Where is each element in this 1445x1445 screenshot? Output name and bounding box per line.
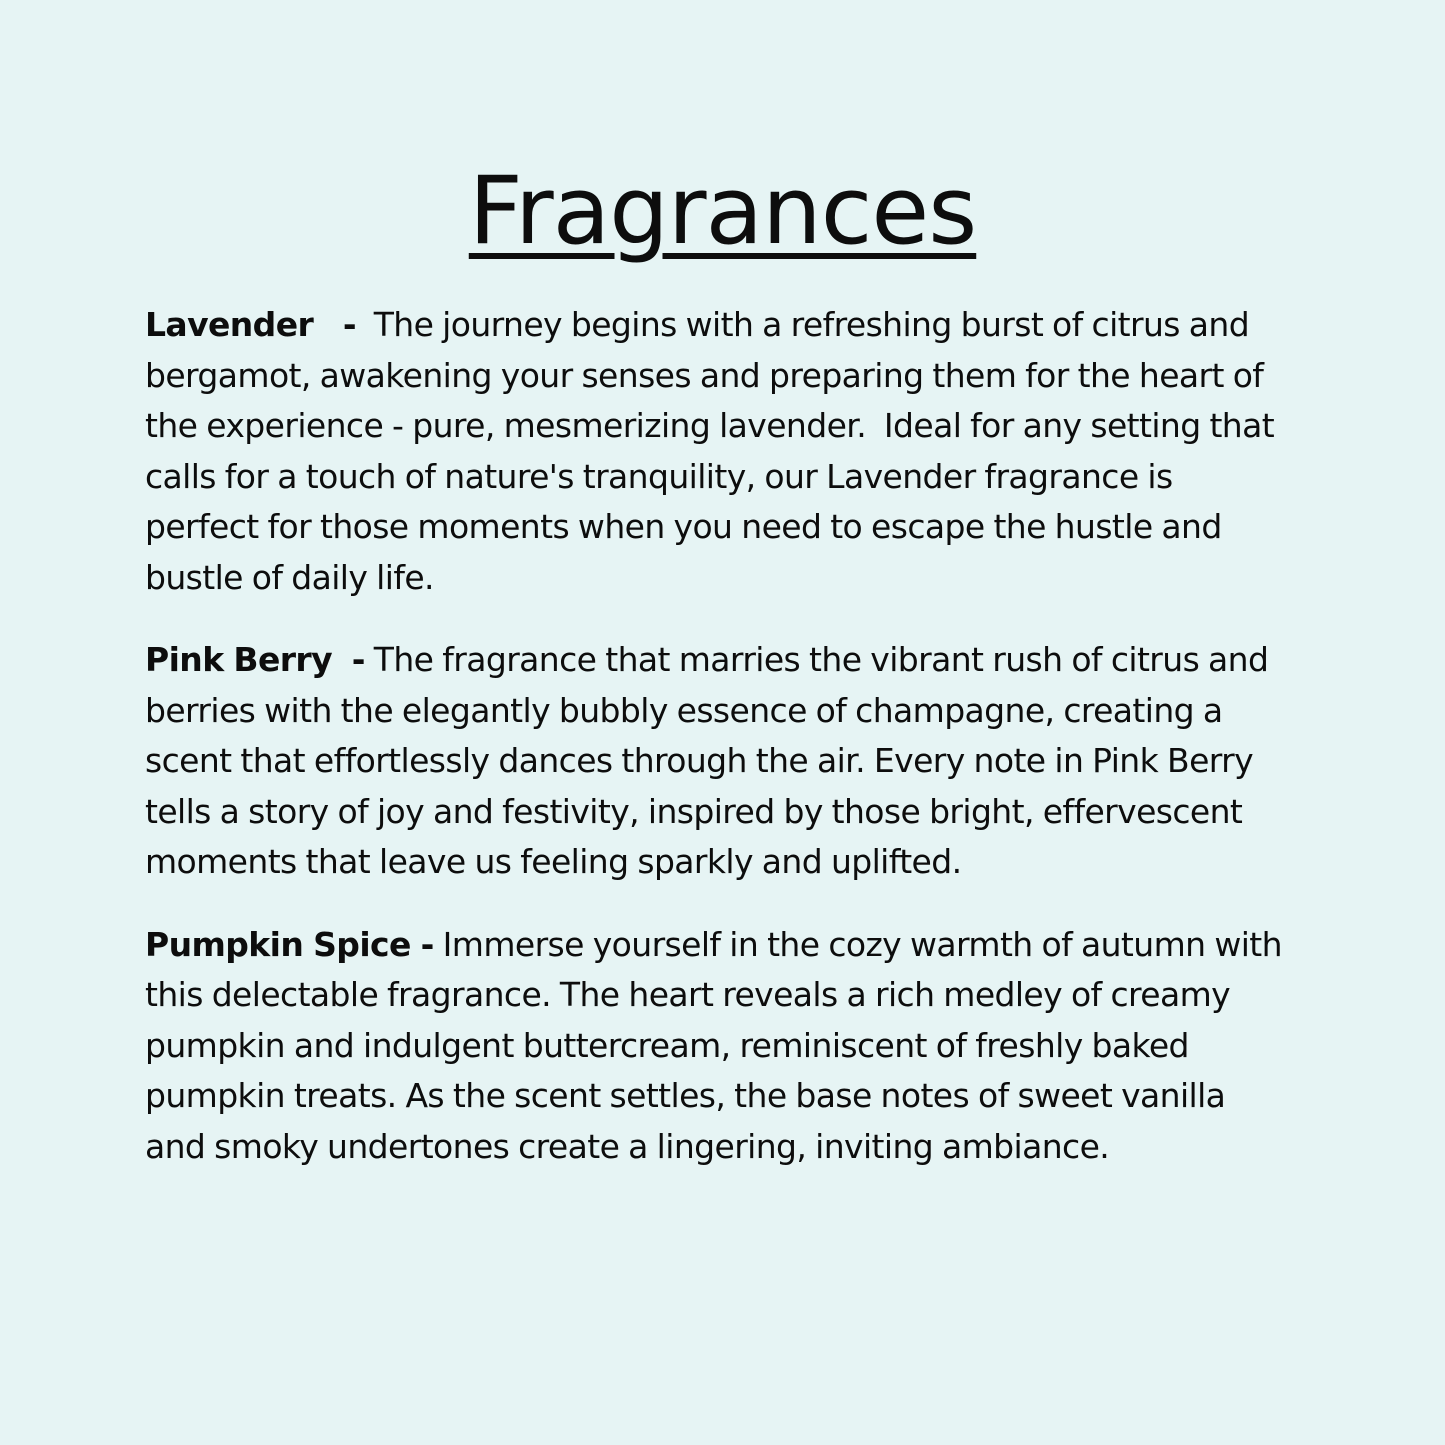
- fragrance-list: [145, 300, 1290, 1204]
- fragrance-description: The journey begins with a refreshing burst of citrus and bergamot, awakening your senses and preparing them for the heart of the experience - pure, mesmerizing lavender. Ideal for any setting that calls for a touch of nature's tranquility, our Lavender fragrance is perfect for those moments when you need to escape the hustle and bustle of daily life.: [145, 305, 1283, 597]
- fragrance-name: Pumpkin Spice -: [145, 924, 434, 964]
- fragrance-description: Immerse yourself in the cozy warmth of autumn with this delectable fragrance. The heart reveals a rich medley of creamy pumpkin and indulgent buttercream, reminiscent of freshly baked pumpkin treats. As the scent settles, the base notes of sweet vanilla and smoky undertones create a lingering, inviting ambiance.: [145, 924, 1291, 1166]
- fragrance-entry-pumpkin-spice: [145, 920, 1290, 1173]
- fragrance-entry-lavender: [145, 300, 1290, 603]
- fragrance-name: Pink Berry -: [145, 640, 365, 679]
- fragrance-entry-pink-berry: [145, 635, 1290, 888]
- page-title: Fragrances: [468, 157, 977, 266]
- fragrance-description: The fragrance that marries the vibrant rush of citrus and berries with the elegantly bubbly essence of champagne, creating a scent that effortlessly dances through the air. Every note in Pink Berry tells a story of joy and festivity, inspired by those bright, effervescent moments that leave us feeling sparkly and uplifted.: [145, 640, 1278, 881]
- fragrance-name: Lavender -: [145, 305, 356, 344]
